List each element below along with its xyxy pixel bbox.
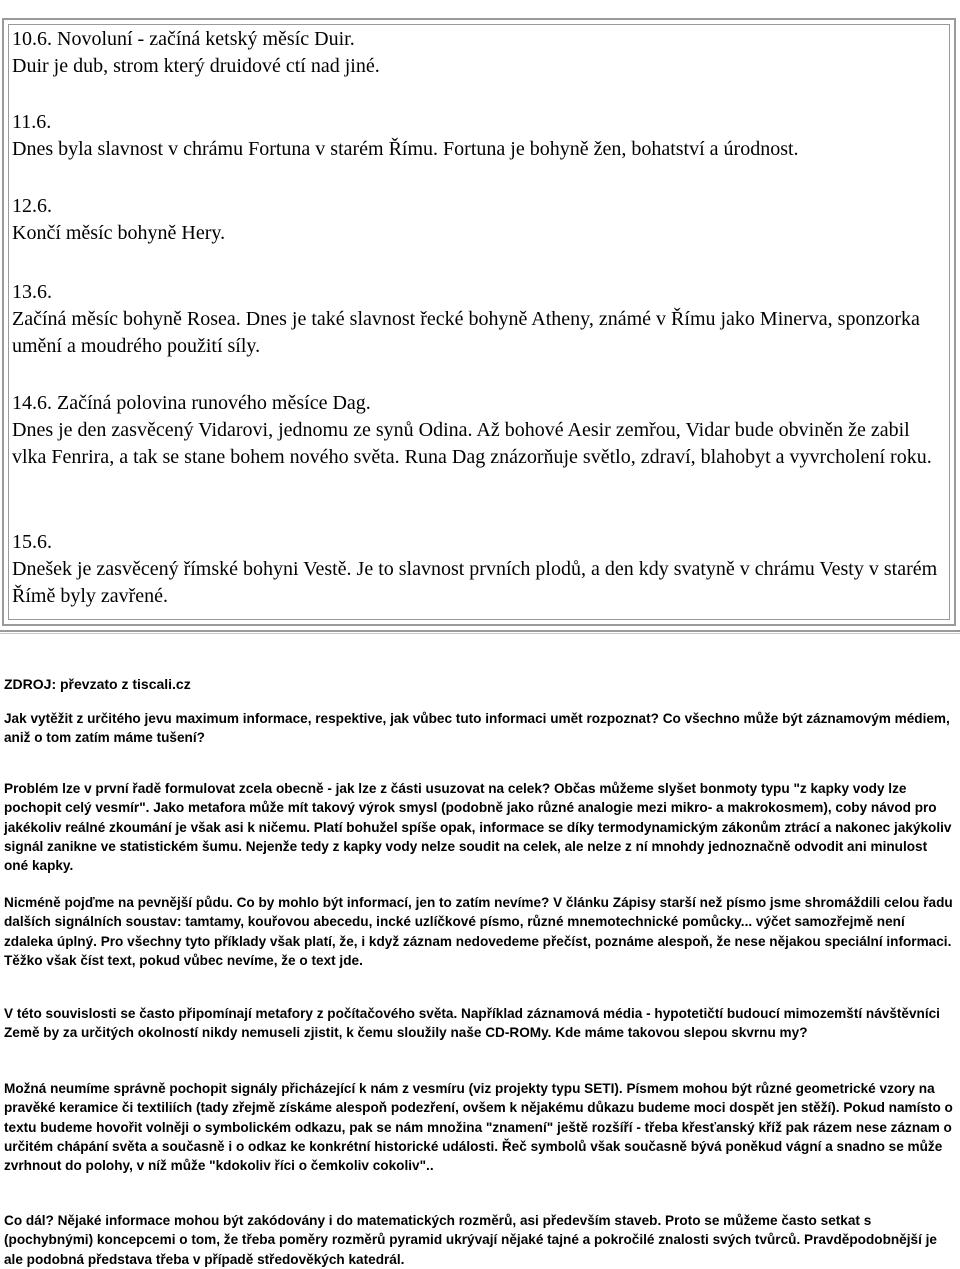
entry-text: Dnešek je zasvěcený římské bohyni Vestě. Je to slavnost prvních plodů, a den kdy svatyně v chrámu Vesty v starém Římě byly zavřené. xyxy=(12,558,938,607)
calendar-entry-11-6 xyxy=(12,109,947,163)
horizontal-rule xyxy=(0,630,960,634)
calendar-entry-14-6 xyxy=(12,390,947,471)
entry-text: Končí měsíc bohyně Hery. xyxy=(12,222,226,244)
entry-text: Duir je dub, strom který druidové ctí nad jiné. xyxy=(12,55,380,77)
entry-text: Začíná měsíc bohyně Rosea. Dnes je také slavnost řecké bohyně Atheny, známé v Římu jako Minerva, sponzorka umění a moudrého použití síly. xyxy=(12,308,920,357)
entry-date: 15.6. xyxy=(12,531,52,553)
article-paragraph: V této souvislosti se často připomínají metafory z počítačového světa. Například záznamová média - hypotetičtí budoucí mimozemští návštěvníci Země by za určitých okolností nikdy nemuseli zjistit, k čemu sloužily naše CD-ROMy. Kde máme takovou slepou skvrnu my? xyxy=(4,1006,940,1041)
article-paragraph: Možná neumíme správně pochopit signály přicházející k nám z vesmíru (viz projekty typu SETI). Písmem mohou být různé geometrické vzory na pravěké keramice či textiliích (tady zřejmě získáme alespoň podezření, ovšem k nějakému důkazu budeme moci dospět jen stěží). Pokud namísto o textu budeme hovořit volněji o symbolickém odkazu, pak se nám množina "znamení" ještě rozšíří - třeba křesťanský kříž pak rázem nese záznam o určitém chápání světa a současně i o odkaz ke konkrétní historické události. Řeč symbolů však současně bývá poněkud vágní a snadno se může zvrhnout do polohy, v níž může "kdokoliv říci o čemkoliv cokoliv".. xyxy=(4,1081,953,1174)
calendar-entry-15-6 xyxy=(12,529,947,610)
entry-date: 13.6. xyxy=(12,281,52,303)
entry-text: Dnes je den zasvěcený Vidarovi, jednomu ze synů Odina. Až bohové Aesir zemřou, Vidar bude obviněn že zabil vlka Fenrira, a tak se stane bohem nového světa. Runa Dag znázorňuje světlo, zdraví, blahobyt a vyvrcholení roku. xyxy=(12,419,932,468)
article-paragraph: Nicméně pojďme na pevnější půdu. Co by mohlo být informací, jen to zatím nevíme? V článku Zápisy starší než písmo jsme shromáždili celou řadu dalších signálních soustav: tamtamy, kouřovou abecedu, incké uzlíčkové písmo, různé mnemotechnické pomůcky... výčet samozřejmě není zdaleka úplný. Pro všechny tyto příklady však platí, že, i když záznam nedovedeme přečíst, poznáme alespoň, že nese nějakou speciální informaci. Těžko však číst text, pokud vůbec nevíme, že o text jde. xyxy=(4,895,953,968)
entry-text: Dnes byla slavnost v chrámu Fortuna v starém Římu. Fortuna je bohyně žen, bohatství a úrodnost. xyxy=(12,138,799,160)
calendar-entry-10-6 xyxy=(12,26,947,80)
entry-date: 14.6. Začíná polovina runového měsíce Dag. xyxy=(12,392,371,414)
source-line: ZDROJ: převzato z tiscali.cz xyxy=(4,676,191,692)
article-paragraph: Jak vytěžit z určitého jevu maximum informace, respektive, jak vůbec tuto informaci umět rozpoznat? Co všechno může být záznamovým médiem, aniž o tom zatím máme tušení? xyxy=(4,711,950,746)
article-paragraph: Co dál? Nějaké informace mohou být zakódovány i do matematických rozměrů, asi především staveb. Proto se můžeme často setkat s (pochybnými) koncepcemi o tom, že třeba poměry rozměrů pyramid ukrývají nějaké tajné a pokročilé znalosti svých tvůrců. Pravděpodobnější je ale podobná představa třeba v případě středověkých katedrál. xyxy=(4,1213,937,1267)
calendar-entry-12-6 xyxy=(12,193,947,247)
entry-date: 10.6. Novoluní - začíná ketský měsíc Duir. xyxy=(12,28,355,50)
entry-date: 11.6. xyxy=(12,111,52,133)
calendar-entry-13-6 xyxy=(12,279,947,360)
article-paragraph: Problém lze v první řadě formulovat zcela obecně - jak lze z části usuzovat na celek? Občas můžeme slyšet bonmoty typu "z kapky vody lze pochopit celý vesmír". Jako metafora může mít takový výrok smysl (podobně jako různé analogie mezi mikro- a makrokosmem), coby návod pro jakékoliv reálné zkoumání je však asi k ničemu. Platí bohužel spíše opak, informace se díky termodynamickým zákonům ztrácí a nakonec jakýkoliv signál zanikne ve statistickém šumu. Nejenže tedy z kapky vody nelze soudit na celek, ale nelze z ní mnohdy jednoznačně odvodit ani minulost oné kapky. xyxy=(4,781,952,874)
entry-date: 12.6. xyxy=(12,195,52,217)
